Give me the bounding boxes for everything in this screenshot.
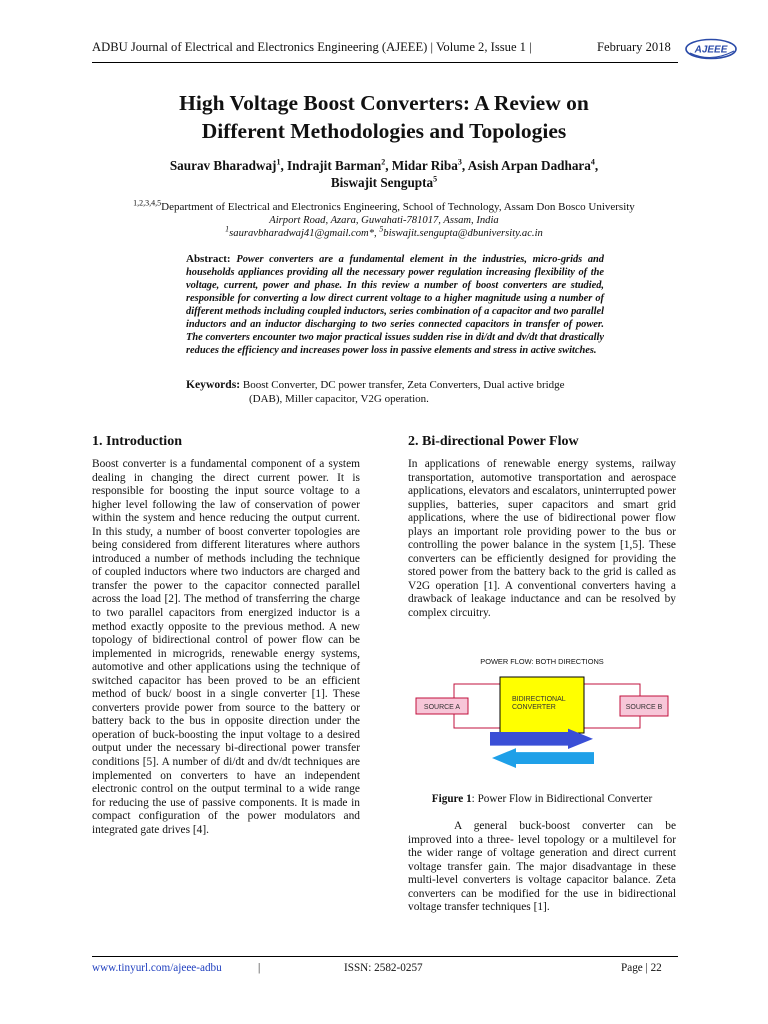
email-line (80, 224, 688, 240)
footer-separator: | (258, 962, 261, 974)
page-number: Page | 22 (621, 962, 662, 974)
email-link[interactable]: biswajit.sengupta@dbuniversity.ac.in (383, 228, 543, 239)
author-sup: 4 (590, 157, 595, 167)
caption-text: : Power Flow in Bidirectional Converter (471, 793, 653, 805)
journal-logo (684, 38, 738, 60)
author-name: Indrajit Barman (287, 158, 382, 173)
author-list (100, 157, 668, 191)
journal-url-link[interactable]: www.tinyurl.com/ajeee-adbu (92, 962, 222, 974)
author-sup: 2 (381, 157, 386, 167)
journal-name: ADBU Journal of Electrical and Electronics Engineering (AJEEE) | Volume 2, Issue 1 | (92, 40, 532, 54)
title-line: High Voltage Boost Converters: A Review on (179, 91, 589, 115)
author-line (100, 174, 668, 191)
arrow-left-icon (492, 748, 594, 768)
department-line (80, 198, 688, 214)
caption-label: Figure 1 (431, 793, 472, 805)
keywords-text: Boost Converter, DC power transfer, Zeta Converters, Dual active bridge (242, 379, 565, 391)
affiliation-sup: 1,2,3,4,5 (133, 198, 162, 208)
wire-bottom-left (454, 714, 500, 728)
footer-rule (92, 956, 678, 957)
email-sup: 5 (379, 224, 384, 234)
author-name: Saurav Bharadwaj (169, 158, 277, 173)
converter-label: CONVERTER (512, 704, 556, 711)
figure-title: POWER FLOW: BOTH DIRECTIONS (480, 657, 604, 666)
power-flow-body-continued: A general buck-boost converter can be improved into a three- level topology or a multilevel for the wider range of voltage generation and direct current voltage transfer gain. The major disadvantage in these multi-level converters is voltage capacitor balance. Zeta converters can be modified for the use in bidirectional voltage transfer techniques [1]. (408, 820, 676, 914)
affiliation (80, 198, 688, 240)
department: Department of Electrical and Electronics Engineering, School of Technology, Assam Don Bosco University (161, 201, 635, 213)
paper-title (60, 89, 708, 145)
figure-caption (408, 793, 676, 805)
issn: ISSN: 2582-0257 (344, 962, 423, 974)
email-link[interactable]: sauravbharadwaj41@gmail.com*, (229, 228, 380, 239)
wire-top-left (454, 684, 500, 698)
author-separator: , (385, 158, 392, 173)
source-b-label: SOURCE B (625, 704, 663, 711)
author-name: Asish Arpan Dadhara (467, 158, 591, 173)
author-separator: , (461, 158, 468, 173)
author-sup: 5 (433, 174, 438, 184)
header-rule (92, 62, 678, 63)
power-flow-body: In applications of renewable energy systems, railway transportation, automotive transportation and aerospace applications, elevators and escalators, uninterrupted power supplies, batteries, super capacitors and smart grid applications, where the use of bidirectional power flow plays an important role providing power to the bus or controlling the power balance in the system [1,5]. These converters can be efficiently designed for providing the stored power from the battery back to the grid is called as V2G operation [1]. A conventional converters having a drawback of leakage inductance and can be resolved by complex circuitry. (408, 458, 676, 620)
introduction-body: Boost converter is a fundamental component of a system dealing in changing the direct current power. It is responsible for boosting the input source voltage to a higher level following the law of conservation of power within the system and hence reducing the output current. In this study, a number of boost converter topologies are being considered from different literatures where authors introduced a number of methods including the technique of coupled inductors where two inductors are charged and transfer the power to the capacitor connected parallel across the load [2]. The method of transferring the charge to two parallel capacitors from energized inductor is a method exactly opposite to the previous method. A new topology of bidirectional control of power flow can be implemented in microgrids, renewable energy systems, automotive and other applications using the technique of switched capacitor has been proved to be an efficient method of buck/ boost in a single converter [1]. These converters provide power from source to the battery or battery back to the bus in opposite direction under the operation of buck-boosting the input voltage to a desired output under the necessary bi-directional power transfer conditions [5]. A number of di/dt and dv/dt techniques are implemented on converters to have an independent electronic control on the output terminal to a wide range for reducing the use of passive components. It is made in compact configuration of the power modulators and integrated gate drives [4]. (92, 458, 360, 836)
section-heading-introduction: 1. Introduction (92, 434, 182, 449)
power-flow-diagram (408, 672, 676, 772)
address: Airport Road, Azara, Guwahati-781017, Assam, India (269, 215, 499, 226)
address-line (80, 214, 688, 227)
author-separator: , (280, 158, 288, 173)
author-name: Biswajit Sengupta (330, 175, 434, 190)
abstract-label: Abstract: (186, 253, 237, 265)
issue-date: February 2018 (597, 40, 671, 54)
source-a-label: SOURCE A (423, 704, 461, 711)
keywords-text: (DAB), Miller capacitor, V2G operation. (249, 392, 429, 405)
author-separator: , (594, 158, 599, 173)
author-name: Midar Riba (391, 158, 458, 173)
author-line (100, 157, 668, 174)
keywords-label: Keywords: (186, 378, 241, 391)
email-sup: 1 (225, 224, 230, 234)
section-heading-power-flow: 2. Bi-directional Power Flow (408, 434, 579, 449)
author-sup: 3 (457, 157, 462, 167)
author-sup: 1 (276, 157, 281, 167)
keywords (186, 378, 626, 406)
logo-text: AJEEE (694, 44, 728, 56)
title-line: Different Methodologies and Topologies (201, 119, 567, 143)
abstract (186, 253, 604, 357)
converter-label: BIDIRECTIONAL (512, 696, 566, 703)
abstract-text: Power converters are a fundamental element in the industries, micro-grids and households appliances providing all the necessary power regulation increasing flexibility of the voltage, current, power and phase. In this review a number of boost converters are studied, responsible for converting a low direct current voltage to a higher magnitude using a number of different methods including coupled inductors, series combination of a capacitor and two parallel inductors and an inductor discharging to two series connected capacitors in transfer of power. The converters encounter two major practical issues sudden rise in di/dt and dv/dt that drastically reduces the efficiency and increases power loss in passive elements and stress in active switches. (186, 254, 604, 357)
